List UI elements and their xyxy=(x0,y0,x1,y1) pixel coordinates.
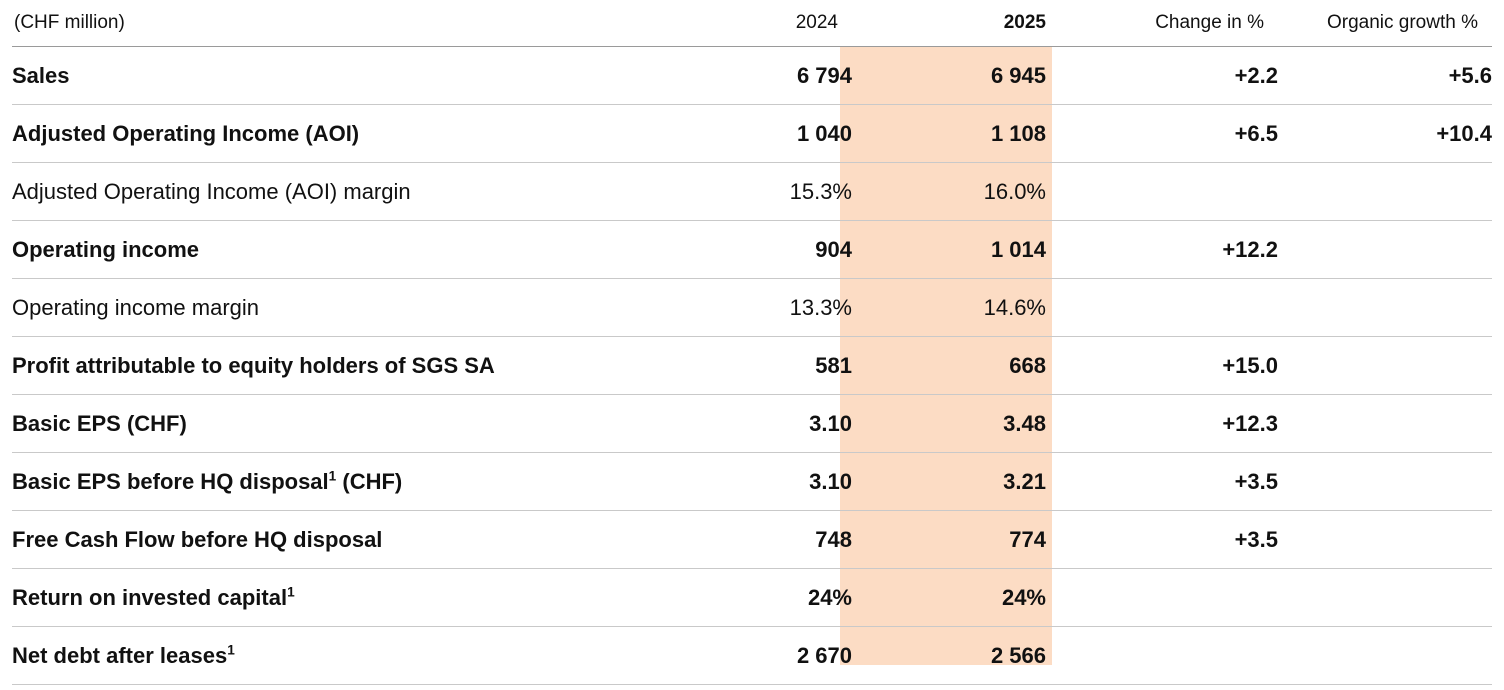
cell-2025: 774 xyxy=(852,511,1064,569)
financial-highlights-table xyxy=(12,0,1492,685)
row-label-text: Return on invested capital xyxy=(12,584,288,610)
cell-2025: 16.0% xyxy=(852,163,1064,221)
cell-change: +12.2 xyxy=(1064,221,1278,279)
rule-cell xyxy=(1064,684,1278,685)
cell-organic xyxy=(1278,337,1492,395)
cell-change xyxy=(1064,627,1278,685)
rule-cell xyxy=(12,684,652,685)
cell-change: +6.5 xyxy=(1064,105,1278,163)
table-row xyxy=(12,221,1492,279)
cell-2024: 1 040 xyxy=(652,105,852,163)
cell-2024: 748 xyxy=(652,511,852,569)
table-body xyxy=(12,47,1492,685)
rule-cell xyxy=(652,684,852,685)
table-row xyxy=(12,279,1492,337)
cell-organic xyxy=(1278,395,1492,453)
cell-2024: 3.10 xyxy=(652,453,852,511)
cell-2025: 14.6% xyxy=(852,279,1064,337)
footnote-marker: 1 xyxy=(227,642,235,658)
column-header-2024: 2024 xyxy=(795,12,838,33)
cell-2024: 13.3% xyxy=(652,279,852,337)
cell-change xyxy=(1064,163,1278,221)
cell-organic xyxy=(1278,511,1492,569)
table-row xyxy=(12,163,1492,221)
row-label: Operating income xyxy=(12,221,652,279)
row-label: Adjusted Operating Income (AOI) margin xyxy=(12,163,652,221)
cell-change: +3.5 xyxy=(1064,511,1278,569)
cell-organic: +5.6 xyxy=(1278,47,1492,105)
row-label: Sales xyxy=(12,47,652,105)
row-label: Operating income margin xyxy=(12,279,652,337)
column-header-2025: 2025 xyxy=(1003,12,1046,33)
footnote-marker: 1 xyxy=(328,468,337,484)
footnote-marker: 1 xyxy=(287,584,295,600)
cell-2025: 2 566 xyxy=(852,627,1064,685)
cell-change: +12.3 xyxy=(1064,395,1278,453)
table-row xyxy=(12,105,1492,163)
table-row xyxy=(12,511,1492,569)
cell-organic xyxy=(1278,221,1492,279)
row-label: Basic EPS (CHF) xyxy=(12,395,652,453)
cell-change: +3.5 xyxy=(1064,453,1278,511)
cell-2025: 1 108 xyxy=(852,105,1064,163)
row-label-text: Basic EPS before HQ disposal xyxy=(12,468,329,494)
table-header-row xyxy=(12,0,1492,47)
table-row xyxy=(12,627,1492,685)
table-row xyxy=(12,395,1492,453)
row-label-tail: (CHF) xyxy=(336,468,403,494)
column-header-organic-growth: Organic growth % xyxy=(1326,12,1478,33)
cell-2025: 3.48 xyxy=(852,395,1064,453)
row-label xyxy=(12,627,652,685)
row-label xyxy=(12,569,652,627)
cell-organic xyxy=(1278,279,1492,337)
cell-change xyxy=(1064,569,1278,627)
table-row xyxy=(12,337,1492,395)
row-label: Adjusted Operating Income (AOI) xyxy=(12,105,652,163)
cell-2024: 6 794 xyxy=(652,47,852,105)
unit-label: (CHF million) xyxy=(14,12,125,33)
row-label xyxy=(12,453,652,511)
rule-cell xyxy=(852,684,1064,685)
rule-cell xyxy=(1278,684,1492,685)
cell-2025: 24% xyxy=(852,569,1064,627)
cell-2024: 904 xyxy=(652,221,852,279)
cell-organic xyxy=(1278,453,1492,511)
cell-2024: 2 670 xyxy=(652,627,852,685)
cell-2024: 15.3% xyxy=(652,163,852,221)
cell-2025: 1 014 xyxy=(852,221,1064,279)
cell-organic xyxy=(1278,163,1492,221)
cell-2025: 6 945 xyxy=(852,47,1064,105)
cell-change: +15.0 xyxy=(1064,337,1278,395)
cell-organic xyxy=(1278,627,1492,685)
row-label-text: Net debt after leases xyxy=(12,642,228,668)
row-label: Profit attributable to equity holders of SGS SA xyxy=(12,337,652,395)
table-bottom-rule xyxy=(12,684,1492,685)
cell-2025: 668 xyxy=(852,337,1064,395)
table-row xyxy=(12,569,1492,627)
cell-2024: 581 xyxy=(652,337,852,395)
cell-2025: 3.21 xyxy=(852,453,1064,511)
cell-organic: +10.4 xyxy=(1278,105,1492,163)
cell-2024: 24% xyxy=(652,569,852,627)
cell-organic xyxy=(1278,569,1492,627)
column-header-change: Change in % xyxy=(1155,12,1264,33)
row-label: Free Cash Flow before HQ disposal xyxy=(12,511,652,569)
cell-change: +2.2 xyxy=(1064,47,1278,105)
table-row xyxy=(12,453,1492,511)
cell-2024: 3.10 xyxy=(652,395,852,453)
cell-change xyxy=(1064,279,1278,337)
table-row xyxy=(12,47,1492,105)
